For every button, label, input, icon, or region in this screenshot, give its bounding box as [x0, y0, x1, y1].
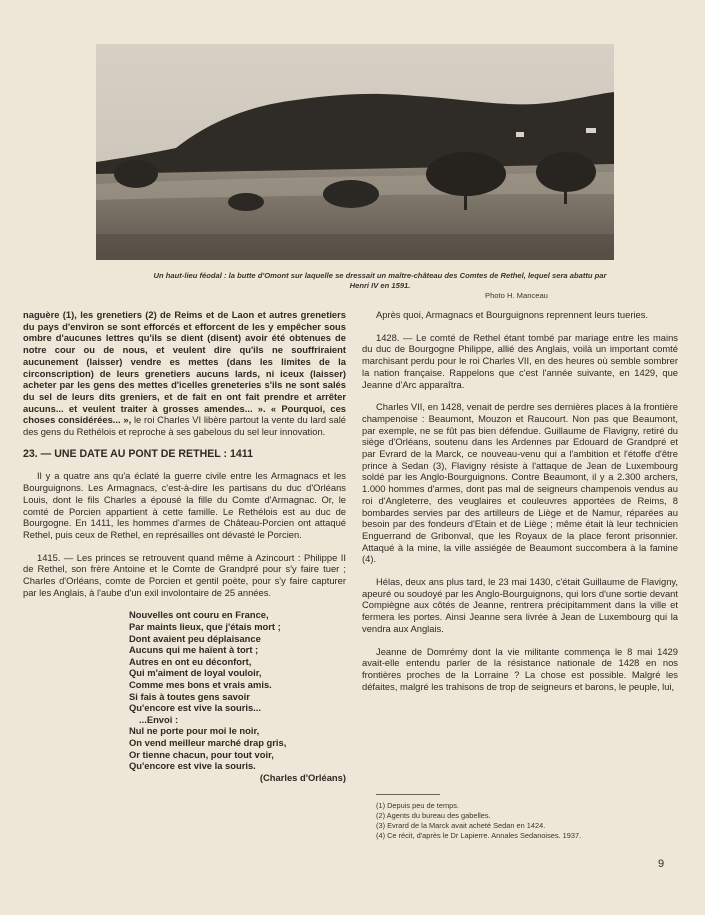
photo-credit: Photo H. Manceau [485, 291, 548, 300]
poem-line: ...Envoi : [139, 713, 179, 725]
paragraph: 1415. — Les princes se retrouvent quand même à Azincourt : Philippe II de Rethel, son frère Antoine et le Comte de Grandpré pour s'y faire tuer ; Charles d'Orléans, comte de Porcien et gentil poète, pour s'y faire capturer par les Anglais, à l'aube d'un exil involontaire de 25 années. [23, 551, 346, 598]
poem-line: Or tienne chacun, pour tout voir, [129, 748, 274, 760]
poem-line: Nul ne porte pour moi le noir, [129, 725, 260, 737]
footnote: (4) Ce récit, d'après le Dr Lapierre. Annales Sedanoises. 1937. [376, 831, 582, 840]
landscape-photo [96, 44, 614, 260]
footnote: (2) Agents du bureau des gabelles. [376, 811, 491, 820]
opening-rest: le roi Charles VI libère partout la vente du lard salé des gens du Rethélois et reproche à ses gabelous du sel leur innovation. [23, 414, 347, 438]
opening-quote: naguère (1), les grenetiers (2) de Reims et de Laon et autres grenetiers du pays d'environ se sont efforcés et efforcent de les y empêcher sous ombre d'aucunes lettres qu'ils se dient (disent) avoir été obtenues de notre cour ou de nous, et veulent dire qu'ils ne souffriraient aucunement (laisser) vendre es mettes (dans les limites de la circonscription) de leurs grenetiers aucuns lards, ni iceux (laisser) acheter par les gens des mettes d'icelles greneteries s'ils ne sont salés du sel de leurs dits greniers, et de fait en ont fait prendre et arrêter aucuns... et veulent traiter à grosses amendes... ». « Pourquoi, ces choses considérées... », [23, 309, 346, 426]
paragraph: Jeanne de Domrémy dont la vie militante commença le 8 mai 1429 avait-elle entendu parler de la résistance nationale de 1428 en nos frontières proches de la Lorraine ? La chose est possible. Malgré les défaites, malgré les trahisons de trop de seigneurs et barons, le peuple, lui, [362, 645, 678, 692]
poem-line: Aucuns qui me haïent à tort ; [129, 644, 259, 656]
footnote: (1) Depuis peu de temps. [376, 801, 459, 810]
poem-line: On vend meilleur marché drap gris, [129, 737, 287, 748]
paragraph: Il y a quatre ans qu'a éclaté la guerre civile entre les Armagnacs et les Bourguignons. Les Armagnacs, c'est-à-dire les partisans du duc d'Orléans Louis, dont le fils Charles a épousé la fille du Comte d'Armagnac. Or, le comté de Porcien appartient à cette famille. Le Rethélois est au duc de Bourgogne. En 1411, les hommes d'armes de Château-Porcien ont attaqué Rethel, puis ceux de Rethel, en représailles ont dévasté le Porcien. [23, 470, 346, 540]
paragraph: Hélas, deux ans plus tard, le 23 mai 1430, c'était Guillaume de Flavigny, apeuré ou soudoyé par les Anglo-Bourguignons, qui lors d'une sortie devant Compiègne aux côtés de Jeanne, rentrera précipitamment dans la ville et fermera les portes. Ainsi Jeanne sera livrée à Jean de Luxembourg qui la vendra aux Anglais. [362, 576, 678, 634]
poem-line: Si fais à toutes gens savoir [129, 690, 250, 702]
poem-line: Autres en ont eu déconfort, [129, 655, 252, 667]
poem [129, 609, 346, 783]
right-column [362, 309, 678, 703]
poem-line: Dont avaient peu déplaisance [129, 632, 261, 644]
footnote: (3) Evrard de la Marck avait acheté Sedan en 1424. [376, 821, 546, 830]
paragraph: 1428. — Le comté de Rethel étant tombé par mariage entre les mains du duc de Bourgogne Philippe, allié des Anglais, voilà un important comté marchisant perdu pour le roi Charles VII, en des heures où semble sombrer la nation française. Rappelons que c'est l'année suivante, en 1429, que Jeanne d'Arc apparaîtra. [362, 331, 678, 390]
poem-line: Qu'encore est vive la souris. [129, 760, 256, 772]
caption-text: Un haut-lieu féodal : la butte d'Omont sur laquelle se dressait un maître-château des Comtes de Rethel, lequel sera abattu par Henri IV en 1591. [153, 271, 607, 290]
paragraph: Après quoi, Armagnacs et Bourguignons reprennent leurs tueries. [376, 309, 649, 320]
poem-line: Qu'encore est vive la souris... [129, 702, 261, 714]
page-number: 9 [658, 858, 665, 870]
paragraph: Charles VII, en 1428, venait de perdre ses dernières places à la frontière champenoise : Beaumont, Mouzon et Raucourt. Non pas que Beaumont, par exemple, ne se fût pas bien défendue. Guillaume de Flavigny, retiré du siège d'Orléans, soutenu dans les Ardennes par Edouard de Grandpré et par Evrard de la Marck, ce nouveau-venu qui a l'ambition et l'étoffe d'être prince à Sedan (3), Flavigny résiste à l'attaque de Jean de Luxembourg soldé par les Anglo-Bourguignons. Contre Beaumont, il y a 2.300 archers, 1.000 hommes d'armes, dont pas mal de seigneurs champenois vendus au roi d'Angleterre, des veuglaires et couleuvres apportées de Reims, 8 bombardes servies par des artilleurs de Liège et de Namur, réparées au besoin par des fondeurs d'Etain et de Liège ; même était là leur technicien Enguerrand de Gribonval, que les Royaux de la place feront prisonnier. Attaqué à la mine, la ville assiégée de Beaumont succombera à la famine (4). [362, 401, 678, 565]
poem-author: (Charles d'Orléans) [259, 771, 346, 783]
section-heading: 23. — UNE DATE AU PONT DE RETHEL : 1411 [23, 447, 253, 460]
footnote-divider [376, 794, 440, 795]
poem-line: Qui m'aiment de loyal vouloir, [129, 667, 262, 679]
opening-paragraph [23, 309, 346, 438]
poem-line: Comme mes bons et vrais amis. [129, 679, 272, 691]
photo-caption [150, 271, 610, 300]
left-column [23, 309, 346, 783]
poem-line: Nouvelles ont couru en France, [129, 609, 269, 621]
footnotes [376, 801, 676, 841]
poem-line: Par maints lieux, que j'étais mort ; [129, 621, 281, 633]
